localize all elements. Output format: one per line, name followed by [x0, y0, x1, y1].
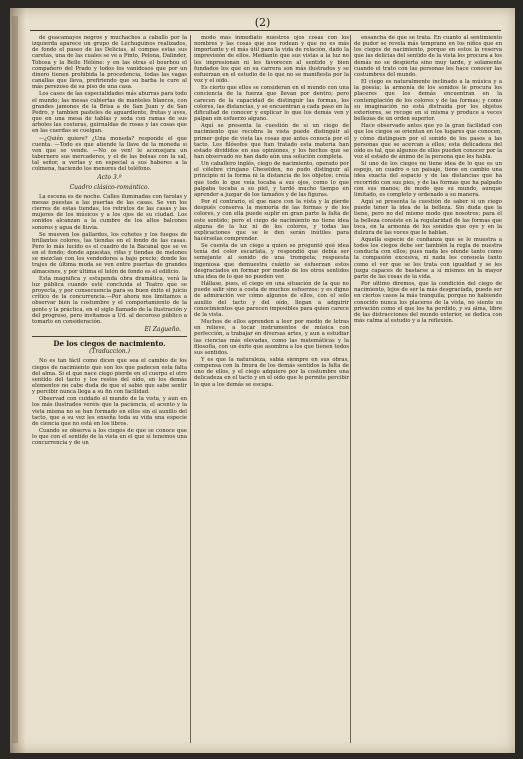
paragraph: Por ultimo diremos, que la condición del ciego de nacimiento, lejos de ser la más desgraciada, puede ser en ciertos casos la más tranquila; porque no habiendo conocido nunca los placeres de la vista, no siente su privación como el que los ha perdido, y su alma, libre de las distracciones del mundo exterior, se dedica con más calma al estudio y a la reflexión. — [354, 281, 502, 325]
column-divider — [190, 35, 191, 743]
paragraph: El ciego es naturalmente inclinado a la música y a la poesía; la armonía de los sonidos le procura los placeres que los demás encuentran en la contemplación de los colores y de las formas; y como su imaginación no está distraída por los objetos exteriores, se recoge en sí misma y produce a veces bellezas de un orden superior. — [354, 79, 502, 123]
paragraph: de guacamayos negros y muchachos a caballo por la izquierda aparece un grupo de Lechuguinos realizados, de fondo el paseo de las Delicias, al compas estas sus caretas, una de las cuales se ve a Pinto, Pelona, Dalinder, Tobosa y la Belle Hélène: y en las otras el bourbou el compañero del Prado y todos los vanidosos que por un dinero tienen prohibida la procedencia, todas las vagas canallas que lleva, prefiriendo que su barba le cure al más perezoso de su piso de una casa. — [32, 35, 187, 91]
column-2 — [194, 35, 349, 743]
newspaper-page — [10, 8, 515, 753]
act-heading: Acto 3.º — [97, 174, 122, 182]
paragraph: Y es que la naturaleza, sabia siempre en sus obras, compensa con la finura de los demás sentidos la falta de uno de ellos, y el ciego adquiere por la costumbre una delicadeza en el tacto y en el oído que le permite percibir lo que a los demás se escapa. — [194, 356, 349, 388]
paragraph: Aquí se presenta la cuestión de si un ciego de nacimiento que recobra la vista puede distinguir al primer golpe de vista las cosas que antes conocía por el tacto. Los filósofos que han tratado esta materia han estado divididos en sus opiniones, y los hechos que se han observado no han dado aún una solución completa. — [194, 123, 349, 160]
binding-shadow — [10, 8, 26, 753]
paragraph: La escena es de noche. Calles iluminadas con farolas y mesas puestas a las puertas de las casas. Se ven los cierres de estas tiendas, los retratos de las casas y las mujeres de los músicos y a los ojos de su ciudad. Los sonidos alcanzan a la cumbre de los altos balcones sonoros y agua de lluvia. — [32, 193, 187, 231]
paragraph: Es cierto que ellos se consideran en el mundo con una conciencia de la fuerza que llevan por dentro; pero carecen de la capacidad de distinguir las formas, los colores, las distancias, y se encuentran a cada paso en la dificultad de conocer y explicar lo que los demás ven y palpan sin esfuerzo alguno. — [194, 85, 349, 123]
paragraph: Muchos de ellos aprenden a leer por medio de letras en relieve, a tocar instrumentos de música con perfección, a trabajar en diversas artes, y aun a estudiar las ciencias más elevadas, como las matemáticas y la filosofía, con un éxito que asombra a los que tienen todos sus sentidos. — [194, 319, 349, 356]
paragraph: Un caballero inglés, ciego de nacimiento, operado por el célebre cirujano Cheselden, no pudo distinguir al principio ni la forma ni la distancia de los objetos; creía que todo lo que veía tocaba a sus ojos, como lo que palpaba tocaba a su piel, y tardó mucho tiempo en aprender a juzgar de los tamaños y de las figuras. — [194, 161, 349, 198]
paragraph: Por el contrario, el que nace con la vista y la pierde después conserva la memoria de las formas y de los colores, y con ella puede suplir en gran parte la falta de este sentido; pero el ciego de nacimiento no tiene idea alguna de la luz ni de los colores, y todas las explicaciones que se le den serán inútiles para hacérselas comprender. — [194, 199, 349, 242]
paragraph: Los cases de las especialidades más aburras para todo el mundo; las mesas cubiertas de manteles blancos, con grandes jamones de la Brisa a de San Juan y de San Pedro, y tambien pasteles de aguardiente, frutas y aves, que en una mesa de tablas y seda con ramas de sus árboles las costuras, guirnaldas de rosas y las cosas que en las cuerdas se cuelgan. — [32, 91, 187, 135]
column-divider — [350, 35, 351, 743]
paragraph: Se cuenta de un ciego a quien se preguntó qué idea tenía del color escarlata, y respondió que debía ser semejante al sonido de una trompeta; respuesta ingeniosa que demuestra cuánto se esfuerzan estos desgraciados en formar por medio de los otros sentidos una idea de lo que no pueden ver. — [194, 243, 349, 280]
header-rule — [30, 30, 501, 31]
page-number: (2) — [254, 16, 271, 29]
author-signature: El Zagueño. — [144, 326, 181, 334]
paragraph: No es tan fácil como dicen que sea el cambio de los ciegos de nacimiento que son los que padecen esta falta del alma. Si el que nace ciego pierde en el cuerpo el otro sentido del tacto y los restos del oído, en los demás elementos no cabe duda de que el sabio que sabe sentir y percibir nunca llega a su fin con facilidad. — [32, 358, 187, 396]
paragraph: Se mueven los gallardos, los cohetes y los fuegos de brillantes colores, las tiendas en el fondo de las casas. Pero lo más lucido es el cuadro de la Bacanal que se ve en el fondo; donde apuestas, rifas y tiendas de melones se mezclan con los vendedores a bajo precio; donde los trajes de última moda se ven entre puertas de grandes almacenes, y por última el telón de fondo es el edificio. — [32, 231, 187, 275]
section-divider — [32, 336, 187, 337]
paragraph: ensancha de que se trata. En cuanto al sentimiento de pudor se revela más temprano en los niños que en los ciegos de nacimiento, porque en estos la reserva que las delicias del sentido de la vista les procura a los demás no se despierta sino muy tarde, y solamente cuando el trato con las personas les hace conocer las costumbres del mundo. — [354, 35, 502, 78]
paragraph: Observad con cuidado el mundo de la vista, y aun en los más ilustrados veréis que la paciencia, el acento y la vista misma no se han formado en ellos sin el auxilio del tacto, que a su vez les enseña toda su vida una especie de ciencia que no está en los libros. — [32, 396, 187, 427]
paragraph: —¿Quién quiere? ¿Una moneda? responde el que cuenta. —Todo es que atiende la llave de la moneda si ven que se vende. —No os ven! le aconsejara un tabernero sus mercaderes, y el de las bolsas con la sal, tal señor, a verlas y en especial a sus haberes a la colmena, haciendo los menores del teléfono. — [32, 135, 187, 173]
paragraph: Aquí se presenta la cuestión de saber si un ciego puede tener la idea de la belleza. Sin duda que la tiene, pero no del mismo modo que nosotros; para él la belleza consiste en la regularidad de las formas que toca, en la armonía de los sonidos que oye y en la dulzura de las voces que le hablan. — [354, 199, 502, 236]
paragraph: Si uno de los ciegos no tiene idea de lo que es un espejo, un cuadro o un paisaje, tiene en cambio una idea exacta del espacio y de las distancias que ha recorrido con sus pies, y de las formas que ha palpado con sus manos; de modo que su mundo, aunque limitado, es completo y ordenado a su manera. — [354, 161, 502, 198]
paragraph: Cuando se observa a los ciegos de que se conoce que lo que con el sentido de la vista en el que sí tenemos una concurrencia y de un — [32, 428, 187, 447]
article-subtitle: (Traduccion.) — [89, 348, 130, 356]
paragraph: Hace observado antes que yo la gran facilidad con que los ciegos se orientan en los lugares que conocen, y cómo distinguen por el sonido de los pasos a las personas que se acercan a ellos; esta delicadeza del oído es tal, que algunos de ellos pueden conocer por la voz el estado de ánimo de la persona que les habla. — [354, 123, 502, 160]
article-title: De los ciegos de nacimiento. — [53, 339, 166, 349]
paragraph: Aquella especie de confianza que se le muestra a todos los ciegos debe ser también la regla de nuestra conducta con ellos; pues nada les ofende tanto como la compasión excesiva, ni nada les consuela tanto como el ver que se les trata con igualdad y se les juzga capaces de bastarse a sí mismos en la mayor parte de las cosas de la vida. — [354, 237, 502, 280]
paragraph: Hállase, pues, el ciego en una situación de la que no puede salir sino a costa de muchos esfuerzos; y es digno de admiración ver cómo algunos de ellos, con el solo auxilio del tacto y del oído, llegan a adquirir conocimientos que parecen imposibles para quien carece de la vista. — [194, 281, 349, 318]
act-subheading: Cuadro clásico-romántico. — [69, 183, 150, 191]
paragraph: modo más inmediato nuestros ojos cosas con los nombres y las cosas que nos rodean y que no es más importante y el más útil para la vida de relación, dado la imprevisión de ellos. Mediante que sus vistas a la luz no les impresionan ni les favorecen al sentido y bien fundados los que en su carrera son más ilustrados y se esfuerzan en el estudio de lo que no se manifiesta por la voz y el oído. — [194, 35, 349, 85]
column-3 — [354, 35, 502, 743]
paragraph: Esta magnifica y estupenda obra dramática, verá la luz pública cuando esté concluida el Teatro que se proyecta, y por consecuencia para su buen éxito el juicio crítico de la concurrencia.—Por ahora nos limitamos a observar bien la costumbre y el comportamiento de la gente y la práctica, en el siglo llamado de la ilustración y del progreso, pero invitamos a Ud. al decoroso público a tomarlo en consideración. — [32, 275, 187, 325]
column-1 — [32, 35, 187, 743]
